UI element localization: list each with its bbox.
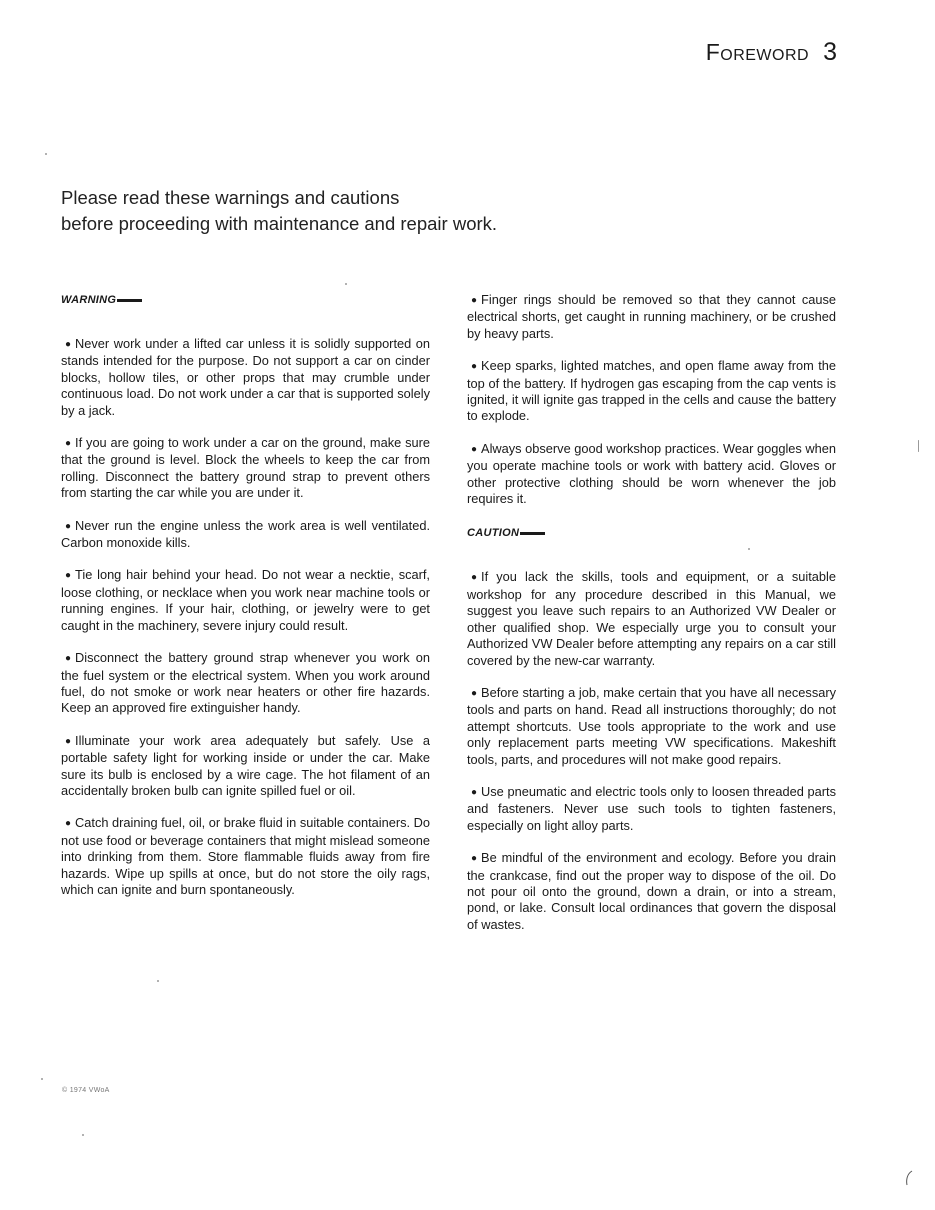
warning-item: [61, 336, 430, 419]
pencil-mark-icon: [903, 1170, 915, 1186]
scan-speck: [345, 283, 347, 285]
caution-item-text: Before starting a job, make certain that you have all necessary tools and parts on hand. Read all instructions thoroughly; do not attempt shortcuts. Use tools appropriate to the work and use only replacement parts meeting VW specifications. Makeshift tools, parts, and procedures will not make good repairs.: [467, 684, 836, 767]
warning-item-text: Tie long hair behind your head. Do not wear a necktie, scarf, loose clothing, or necklace when you work near machine tools or running engines. If your hair, clothing, or jewelry were to get caught in the machinery, severe injury could result.: [61, 567, 430, 633]
warning-item: [61, 650, 430, 717]
warning-item-text: Never work under a lifted car unless it is solidly supported on stands intended for the purpose. Do not support a car on cinder blocks, hollow tiles, or other props that may crumble under continuous load. Do not work under a car that is supported solely by a jack.: [61, 336, 430, 418]
intro-line-1: Please read these warnings and cautions: [61, 187, 400, 208]
caution-item: [467, 569, 836, 668]
spacer: [467, 541, 836, 569]
bullet-icon: ●: [65, 520, 72, 532]
bullet-icon: ●: [471, 853, 478, 865]
warning-item: [467, 441, 836, 508]
bullet-icon: ●: [471, 687, 478, 699]
warning-item-text: If you are going to work under a car on the ground, make sure that the ground is level. Block the wheels to keep the car from rolling. Disconnect the battery ground strap to prevent others from starting the car while you are under it.: [61, 435, 430, 501]
caution-label: [467, 525, 836, 541]
intro-text: [61, 185, 621, 237]
scan-speck: [748, 548, 750, 550]
bullet-icon: ●: [471, 361, 478, 373]
bullet-icon: ●: [471, 443, 478, 455]
right-column: [467, 292, 836, 949]
warning-item: [467, 292, 836, 342]
warning-item: [61, 518, 430, 552]
caution-label-text: CAUTION: [467, 527, 520, 540]
bullet-icon: ●: [65, 818, 72, 830]
bullet-icon: ●: [65, 735, 72, 747]
warning-item-text: Disconnect the battery ground strap whenever you work on the fuel system or the electrical system. When you work around fuel, do not smoke or work near heaters or other fire hazards. Keep an approved fire extinguisher handy.: [61, 650, 430, 716]
page-header: [706, 38, 837, 67]
scan-speck: [41, 1078, 43, 1080]
warning-item-text: Illuminate your work area adequately but safely. Use a portable safety light for working inside or under the car. Make sure its bulb is enclosed by a wire cage. The hot filament of an accidentally broken bulb can ignite spilled fuel or oil.: [61, 732, 430, 798]
caution-dash: [520, 532, 545, 535]
intro-line-2: before proceeding with maintenance and repair work.: [61, 213, 498, 234]
page-number: 3: [823, 38, 837, 66]
section-title: Foreword: [705, 39, 810, 65]
warning-dash: [117, 299, 142, 302]
warning-label-text: WARNING: [61, 293, 117, 306]
warning-item: [61, 733, 430, 800]
caution-item: [467, 685, 836, 768]
scan-speck: [82, 1134, 84, 1136]
warning-item: [467, 358, 836, 425]
warning-item: [61, 435, 430, 502]
warning-item-text: Never run the engine unless the work area is well ventilated. Carbon monoxide kills.: [61, 517, 430, 551]
caution-item: [467, 784, 836, 834]
bullet-icon: ●: [471, 295, 478, 306]
warning-label: [61, 292, 430, 308]
warning-item-text: Keep sparks, lighted matches, and open flame away from the top of the battery. If hydrogen gas escaping from the cap vents is ignited, it will ignite gas trapped in the cells and cause the battery to explode.: [467, 358, 836, 424]
caution-item-text: Be mindful of the environment and ecology. Before you drain the crankcase, find out the proper way to dispose of the oil. Do not pour oil onto the ground, down a drain, or into a stream, pond, or lake. Consult local ordinances that govern the disposal of wastes.: [467, 850, 836, 932]
bullet-icon: ●: [471, 572, 478, 584]
scan-speck: [918, 440, 919, 452]
caution-item-text: If you lack the skills, tools and equipment, or a suitable workshop for any procedure described in this Manual, we suggest you leave such repairs to an Authorized VW Dealer or other qualified shop. We especially urge you to consult your Authorized VW Dealer before attempting any repairs on a car still covered by the new-car warranty.: [467, 569, 836, 668]
bullet-icon: ●: [471, 786, 478, 798]
bullet-icon: ●: [65, 653, 72, 665]
caution-item: [467, 850, 836, 933]
left-column: [61, 292, 430, 914]
bullet-icon: ●: [65, 339, 72, 350]
warning-item: [61, 815, 430, 898]
warning-item-text: Catch draining fuel, oil, or brake fluid in suitable containers. Do not use food or beverage containers that might mislead someone into drinking from them. Store flammable fluids away from fire hazards. Wipe up spills at once, but do not store the oily rags, which can ignite and burn spontaneously.: [61, 815, 430, 897]
scan-speck: [45, 153, 47, 155]
bullet-icon: ●: [65, 438, 72, 450]
warning-item-text: Always observe good workshop practices. Wear goggles when you operate machine tools or work with battery acid. Gloves or other protective clothing should be worn whenever the job requires it.: [467, 440, 836, 507]
scan-speck: [157, 980, 159, 982]
copyright-notice: © 1974 VWoA: [62, 1087, 110, 1094]
warning-item-text: Finger rings should be removed so that they cannot cause electrical shorts, get caught in running machinery, or be crushed by heavy parts.: [467, 292, 836, 341]
caution-item-text: Use pneumatic and electric tools only to loosen threaded parts and fasteners. Never use such tools to tighten fasteners, especially on light alloy parts.: [467, 783, 836, 833]
spacer: [61, 308, 430, 336]
bullet-icon: ●: [65, 570, 72, 582]
warning-item: [61, 567, 430, 634]
